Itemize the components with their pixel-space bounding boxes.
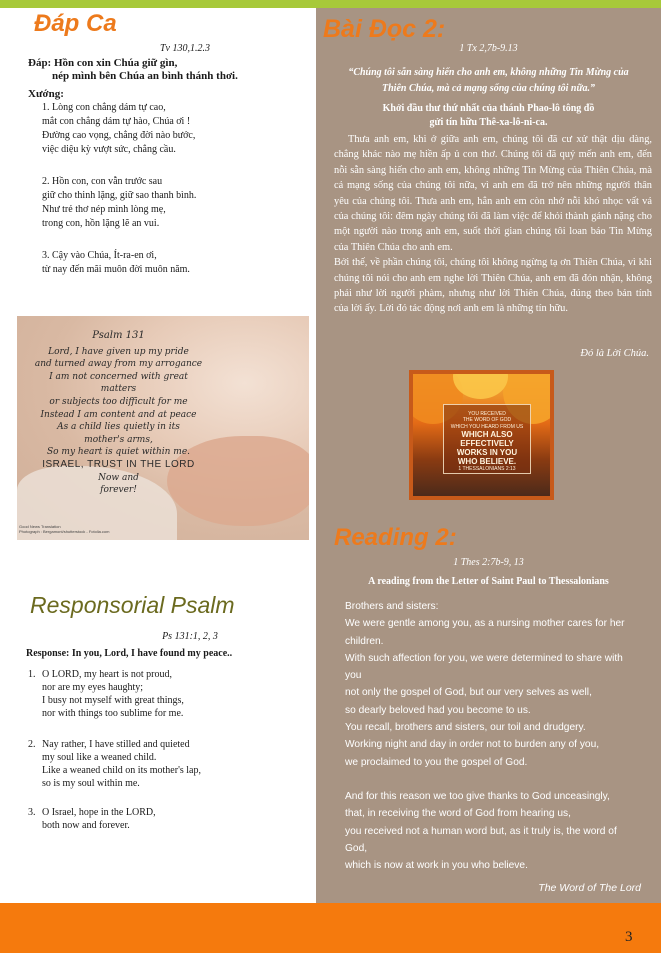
baidoc-body: [334, 132, 652, 317]
reading-line: we proclaimed to you the gospel of God.: [345, 756, 528, 768]
dapca-response-line: nép mình bên Chúa an bình thánh thơi.: [52, 70, 238, 82]
psalm-image-line: As a child lies quietly in its: [57, 422, 180, 433]
psalm-image-line: Instead I am content and at peace: [40, 409, 197, 420]
dapca-response-line: Đáp: Hồn con xin Chúa giữ gìn,: [28, 57, 178, 69]
dapca-verse: [42, 175, 310, 231]
plaque-line: YOU RECEIVED: [468, 411, 506, 417]
item-line: Like a weaned child on its mother's lap,: [42, 765, 201, 776]
item-line: nor with things too sublime for me.: [42, 708, 184, 719]
psalm-image-end-line: Now and: [98, 472, 139, 483]
psalm-image-end-line: forever!: [100, 485, 137, 496]
bottom-accent-bar: [0, 903, 661, 953]
baidoc-ending: Đó là Lời Chúa.: [580, 348, 649, 359]
psalm-image-line: matters: [100, 384, 137, 395]
responsorial-item: [28, 738, 313, 790]
reading-line: God,: [345, 842, 368, 854]
plaque-big-line: WHO BELIEVE.: [457, 457, 517, 467]
psalm-image-cap-line: ISRAEL, TRUST IN THE LORD: [42, 458, 195, 470]
credit-line: Good News Translation: [19, 524, 61, 529]
verse-line: từ nay đến mãi muôn đời muôn năm.: [42, 264, 190, 275]
verse-line: Như trẻ thơ nép mình lòng mẹ,: [42, 204, 166, 215]
page-number: 3: [625, 929, 633, 945]
reading2-ref: 1 Thes 2:7b-9, 13: [453, 557, 524, 568]
verse-line: 2. Hồn con, con vẫn trước sau: [42, 176, 163, 187]
plaque-line: WHICH YOU HEARD FROM US: [450, 423, 524, 430]
psalm-131-image: [17, 316, 309, 540]
item-line: O LORD, my heart is not proud,: [42, 669, 172, 680]
reading-line: you: [345, 670, 362, 682]
reading-line: which is now at work in you who believe.: [345, 860, 528, 872]
item-line: O Israel, hope in the LORD,: [42, 807, 156, 818]
reading2-intro: A reading from the Letter of Saint Paul to Thessalonians: [368, 576, 609, 587]
plaque-big-line: WHICH ALSO: [461, 430, 513, 440]
top-accent-bar: [0, 0, 661, 8]
right-column-panel: [316, 8, 661, 903]
autumn-verse-image: [409, 370, 554, 500]
item-line: so is my soul within me.: [42, 778, 140, 789]
intro-line: Khởi đầu thư thứ nhất của thánh Phao-lô tông đồ: [382, 103, 595, 114]
baidoc-intro: [326, 102, 651, 130]
reading-line: We were gentle among you, as a nursing mother cares for her: [345, 618, 625, 630]
responsorial-item: [28, 806, 313, 832]
reading2-body: [345, 598, 655, 874]
verse-line: giữ cho thinh lặng, giữ sao thanh bình.: [42, 190, 197, 201]
dapca-response: [28, 57, 308, 83]
item-line: nor are my eyes haughty;: [42, 682, 144, 693]
item-line: both now and forever.: [42, 820, 130, 831]
psalm-image-line: and turned away from my arrogance: [34, 359, 203, 370]
quote-line: “Chúng tôi sẵn sàng hiến cho anh em, không những Tin Mừng của: [348, 67, 629, 78]
verse-line: trong con, hồn lặng lẽ an vui.: [42, 218, 160, 229]
baidoc-ref: 1 Tx 2,7b-9.13: [459, 43, 518, 54]
reading-line: Brothers and sisters:: [345, 601, 439, 612]
responsorial-item: [28, 668, 313, 720]
verse-line: 3. Cậy vào Chúa, Ít-ra-en ơi,: [42, 250, 157, 261]
reading-line: You recall, brothers and sisters, our toil and drudgery.: [345, 722, 586, 734]
plaque-big-line: EFFECTIVELY: [460, 439, 514, 449]
baidoc-title: Bài Đọc 2:: [323, 15, 446, 43]
psalm-image-line: I am not concerned with great: [49, 371, 188, 382]
reading-line: With such affection for you, we were determined to share with: [345, 652, 623, 664]
plaque-big-line: WORKS IN YOU: [456, 448, 518, 458]
baidoc-paragraph: Thưa anh em, khi ở giữa anh em, chúng tôi đã cư xử thật dịu dàng, chẳng khác nào mẹ hiền ấp ủ con thơ. Chúng tôi đã quý mến anh em, đến nỗi sẵn sàng hiến cho anh em, không những Tin Mừng của Thiên Chúa, mà cả mạng sống của chúng tôi nữa, vì anh em đã trở nên những người thân yêu của chúng tôi. Thưa anh em, hẳn anh em còn nhớ nỗi khó nhọc vất vả của chúng tôi: đêm ngày chúng tôi đã làm việc để khỏi thành gánh nặng cho một người nào trong anh em, suốt thời gian chúng tôi loan báo Tin Mừng của Thiên Chúa cho anh em.: [334, 134, 652, 253]
dapca-xuong-label: Xướng:: [28, 88, 64, 100]
reading2-title: Reading 2:: [334, 524, 457, 551]
reading-line: so dearly beloved had you become to us.: [345, 704, 531, 716]
reading-line: And for this reason we too give thanks to God unceasingly,: [345, 790, 610, 802]
verse-plaque: [443, 404, 531, 474]
psalm-image-title: Psalm 131: [92, 330, 145, 341]
reading2-ending: The Word of The Lord: [538, 882, 641, 894]
reading-line: Working night and day in order not to burden any of you,: [345, 739, 600, 751]
quote-line: Thiên Chúa, mà cả mạng sống của chúng tôi nữa.”: [382, 83, 595, 94]
verse-line: 1. Lòng con chẳng dám tự cao,: [42, 102, 166, 113]
dapca-title: Đáp Ca: [34, 10, 117, 37]
reading-line: children.: [345, 635, 384, 647]
responsorial-title: Responsorial Psalm: [30, 592, 235, 618]
verse-line: việc diệu kỳ vượt sức, chẳng cầu.: [42, 144, 176, 155]
dapca-ref: Tv 130,1.2.3: [160, 43, 210, 54]
item-number: 2.: [28, 739, 36, 750]
item-number: 1.: [28, 669, 36, 680]
responsorial-ref: Ps 131:1, 2, 3: [162, 631, 218, 642]
item-line: my soul like a weaned child.: [42, 752, 157, 763]
psalm-image-line: Lord, I have given up my pride: [48, 346, 189, 357]
plaque-ref: 1 THESSALONIANS 2:13: [458, 466, 516, 473]
item-line: Nay rather, I have stilled and quieted: [42, 739, 190, 750]
verse-line: mắt con chẳng dám tự hào, Chúa ơi !: [42, 116, 191, 127]
psalm-image-line: So my heart is quiet within me.: [46, 447, 191, 458]
baidoc-paragraph: Bởi thế, về phần chúng tôi, chúng tôi không ngừng tạ ơn Thiên Chúa, vì khi chúng tôi nói cho anh em nghe lời Thiên Chúa, anh em đã đón nhận, không phải như lời người phàm, nhưng như lời Thiên Chúa, đúng theo bản tính của lời ấy. Lời đó tác động nơi anh em là những tín hữu.: [334, 257, 652, 315]
plaque-line: THE WORD OF GOD: [462, 417, 512, 424]
verse-line: Đường cao vọng, chẳng đời nào bước,: [42, 130, 196, 141]
responsorial-response: Response: In you, Lord, I have found my peace..: [26, 648, 233, 659]
baidoc-quote: [326, 65, 651, 97]
reading-line: not only the gospel of God, but our very selves as well,: [345, 687, 592, 699]
psalm-image-line: mother's arms,: [84, 434, 153, 445]
item-line: I busy not myself with great things,: [42, 695, 184, 706]
reading-line: that, in receiving the word of God from hearing us,: [345, 808, 571, 820]
psalm-image-credit: [19, 524, 110, 534]
reading-line: you received not a human word but, as it truly is, the word of: [345, 825, 617, 837]
psalm-image-text: [31, 330, 206, 497]
dapca-verse: [42, 101, 310, 157]
psalm-image-line: or subjects too difficult for me: [49, 396, 188, 407]
credit-line: Photograph : Bergamont/shutterstock - Fotolia.com: [19, 529, 110, 534]
intro-line: gửi tín hữu Thê-xa-lô-ni-ca.: [429, 117, 548, 128]
dapca-verse: [42, 249, 310, 277]
item-number: 3.: [28, 807, 36, 818]
